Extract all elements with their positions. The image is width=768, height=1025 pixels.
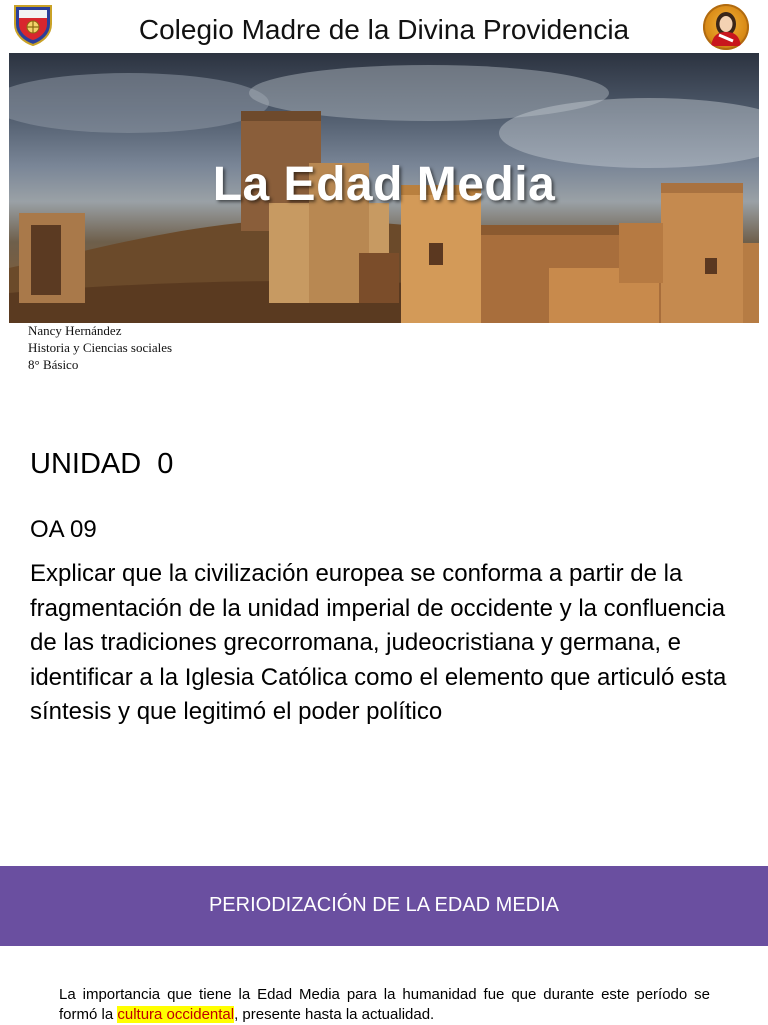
highlighted-term: cultura occidental xyxy=(117,1006,235,1023)
intro-text-start: La importancia que tiene la Edad Media para la humanidad fue que durante este período se formó la xyxy=(59,986,710,1023)
saint-portrait-icon xyxy=(703,4,749,50)
intro-text-end: , presente hasta la actualidad. xyxy=(234,1006,435,1023)
unit-heading: UNIDAD 0 xyxy=(30,448,174,480)
section-title: PERIODIZACIÓN DE LA EDAD MEDIA xyxy=(208,894,560,916)
medieval-castle-image xyxy=(9,53,759,323)
section-header-bar xyxy=(0,866,768,946)
learning-objective-text: Explicar que la civilización europea se conforma a partir de la fragmentación de la unidad imperial de occidente y la confluencia de las tradiciones grecorromana, judeocristiana y germana, e identificar a la Iglesia Católica como el elemento que articuló esta síntesis y que legitimó el poder político xyxy=(30,560,727,725)
intro-paragraph xyxy=(59,985,710,1025)
learning-objective-code: OA 09 xyxy=(30,516,97,543)
school-name-heading: Colegio Madre de la Divina Providencia xyxy=(138,14,630,45)
author-info xyxy=(28,322,172,373)
author-name: Nancy Hernández xyxy=(28,323,122,338)
banner-title: La Edad Media xyxy=(212,158,556,211)
grade-level: 8° Básico xyxy=(28,357,79,372)
subject-name: Historia y Ciencias sociales xyxy=(28,340,173,355)
